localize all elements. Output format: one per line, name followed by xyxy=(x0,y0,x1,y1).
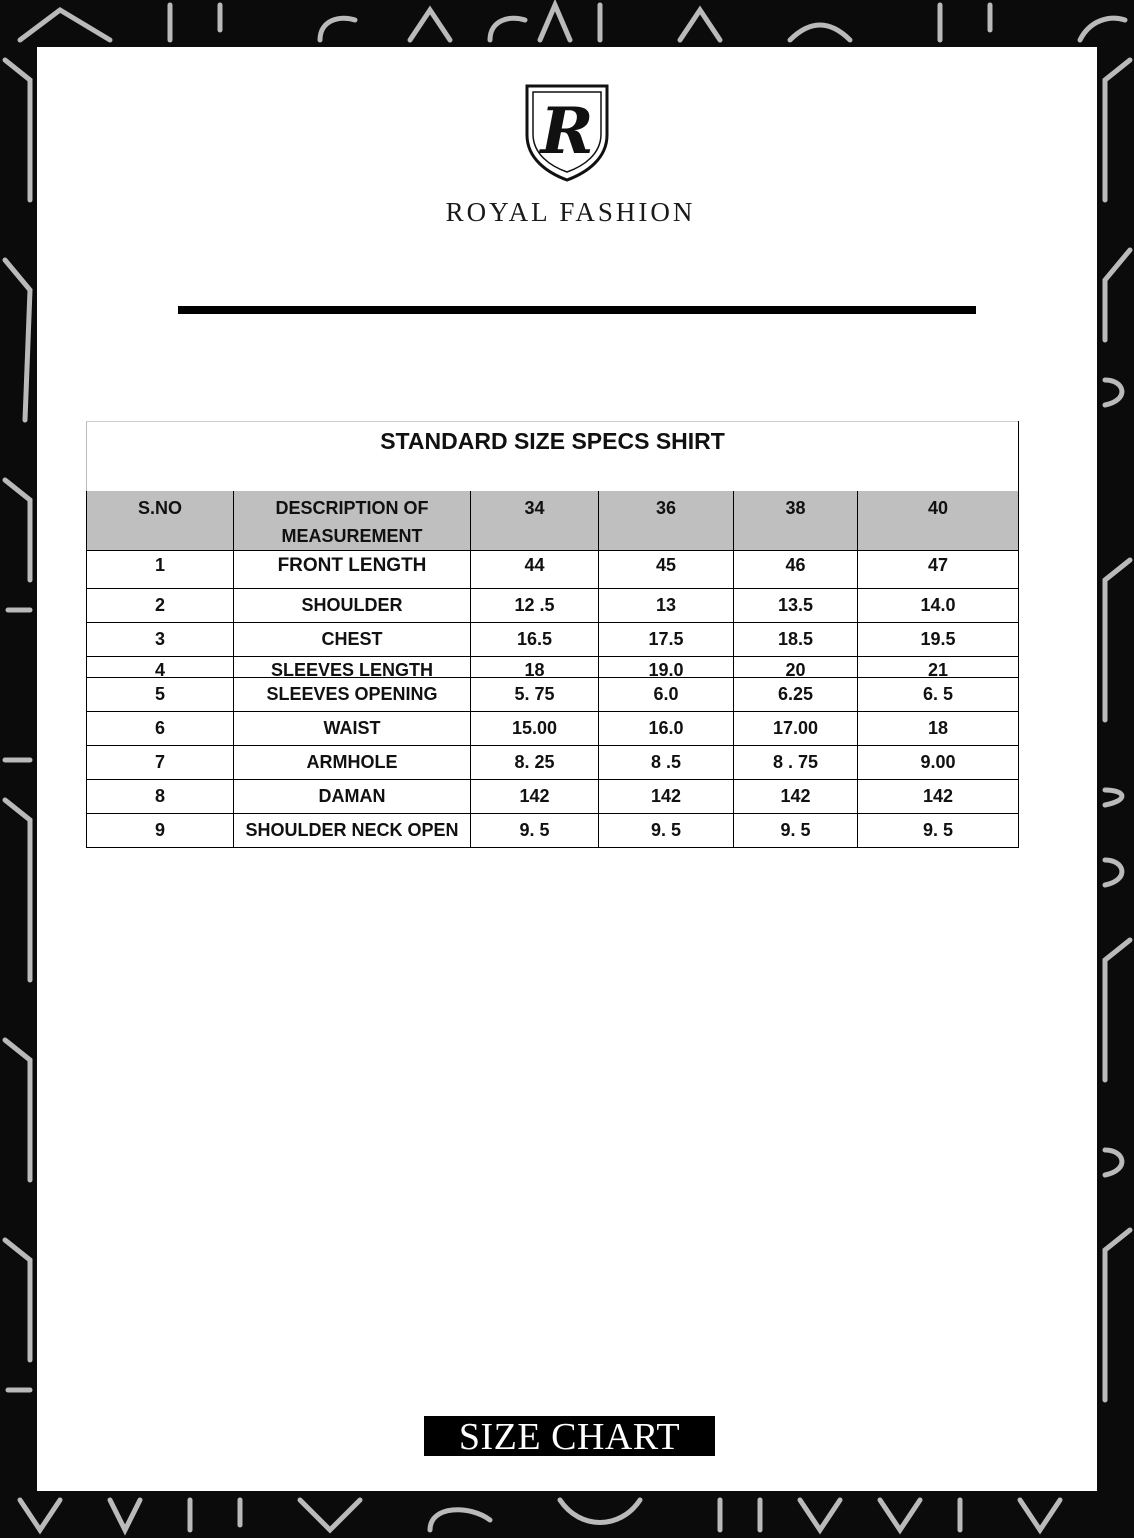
header-sno: S.NO xyxy=(87,491,234,551)
table-row xyxy=(87,745,1019,779)
row-value-40: 6. 5 xyxy=(858,677,1019,711)
header-size-34: 34 xyxy=(471,491,599,551)
row-value-38 xyxy=(734,656,858,677)
header-size-38: 38 xyxy=(734,491,858,551)
header-description-line1: DESCRIPTION OF xyxy=(275,497,429,518)
table-title-row xyxy=(87,422,1019,491)
row-description: ARMHOLE xyxy=(234,745,471,779)
table-row xyxy=(87,677,1019,711)
row-value-38: 13.5 xyxy=(734,588,858,622)
row-sno xyxy=(87,656,234,677)
row-value-36: 9. 5 xyxy=(599,813,734,847)
row-value-40: 142 xyxy=(858,779,1019,813)
table-row xyxy=(87,779,1019,813)
table-row xyxy=(87,656,1019,677)
row-value-38: 6.25 xyxy=(734,677,858,711)
row-value-36: 8 .5 xyxy=(599,745,734,779)
row-value-34: 44 xyxy=(471,550,599,588)
row-value-34: 15.00 xyxy=(471,711,599,745)
size-spec-table xyxy=(86,421,1019,848)
row-value-34: 5. 75 xyxy=(471,677,599,711)
row-sno: 3 xyxy=(87,622,234,656)
row-value-34 xyxy=(471,656,599,677)
row-value-34: 8. 25 xyxy=(471,745,599,779)
divider-rule xyxy=(178,306,976,314)
row-sno: 1 xyxy=(87,550,234,588)
table-row xyxy=(87,550,1019,588)
header-size-40: 40 xyxy=(858,491,1019,551)
row-value-40: 47 xyxy=(858,550,1019,588)
row-value-36: 16.0 xyxy=(599,711,734,745)
row-value-40: 9. 5 xyxy=(858,813,1019,847)
row-description-text: SLEEVES LENGTH xyxy=(270,659,434,677)
row-value-40: 9.00 xyxy=(858,745,1019,779)
row-value-36: 13 xyxy=(599,588,734,622)
row-value-36: 142 xyxy=(599,779,734,813)
logo-monogram: R xyxy=(540,94,594,169)
row-sno: 8 xyxy=(87,779,234,813)
row-value-40: 19.5 xyxy=(858,622,1019,656)
row-value-40 xyxy=(858,656,1019,677)
table-row xyxy=(87,588,1019,622)
row-value-34: 16.5 xyxy=(471,622,599,656)
row-sno: 5 xyxy=(87,677,234,711)
row-description: SHOULDER NECK OPEN xyxy=(234,813,471,847)
row-value-34: 142 xyxy=(471,779,599,813)
row-description: CHEST xyxy=(234,622,471,656)
row-description: DAMAN xyxy=(234,779,471,813)
header-size-36: 36 xyxy=(599,491,734,551)
row-value-38: 18.5 xyxy=(734,622,858,656)
row-value-38: 142 xyxy=(734,779,858,813)
header-description xyxy=(234,491,471,551)
row-value-40: 14.0 xyxy=(858,588,1019,622)
table-header-row xyxy=(87,491,1019,551)
row-value-38-text: 20 xyxy=(785,659,806,677)
row-sno: 6 xyxy=(87,711,234,745)
row-value-36: 6.0 xyxy=(599,677,734,711)
row-sno-text: 4 xyxy=(154,659,165,677)
row-description: SHOULDER xyxy=(234,588,471,622)
row-description: WAIST xyxy=(234,711,471,745)
row-description: SLEEVES OPENING xyxy=(234,677,471,711)
header-description-line2: MEASUREMENT xyxy=(281,525,423,546)
table-row xyxy=(87,711,1019,745)
row-description xyxy=(234,656,471,677)
row-value-40-text: 21 xyxy=(928,659,949,677)
row-value-34: 12 .5 xyxy=(471,588,599,622)
table-title: STANDARD SIZE SPECS SHIRT xyxy=(87,422,1019,491)
size-chart-banner: SIZE CHART xyxy=(424,1416,715,1456)
shield-crest-icon xyxy=(524,83,610,183)
row-value-34: 9. 5 xyxy=(471,813,599,847)
row-value-38: 17.00 xyxy=(734,711,858,745)
row-description: FRONT LENGTH xyxy=(234,550,471,588)
size-chart-sheet xyxy=(37,47,1097,1491)
row-value-36: 45 xyxy=(599,550,734,588)
table-row xyxy=(87,813,1019,847)
row-value-36-text: 19.0 xyxy=(648,659,684,677)
row-value-36 xyxy=(599,656,734,677)
table-row xyxy=(87,622,1019,656)
row-sno: 9 xyxy=(87,813,234,847)
row-value-36: 17.5 xyxy=(599,622,734,656)
brand-name: ROYAL FASHION xyxy=(445,197,696,227)
row-sno: 2 xyxy=(87,588,234,622)
row-sno: 7 xyxy=(87,745,234,779)
row-value-38: 8 . 75 xyxy=(734,745,858,779)
row-value-40: 18 xyxy=(858,711,1019,745)
row-value-38: 9. 5 xyxy=(734,813,858,847)
row-value-38: 46 xyxy=(734,550,858,588)
row-value-34-text: 18 xyxy=(524,659,545,677)
